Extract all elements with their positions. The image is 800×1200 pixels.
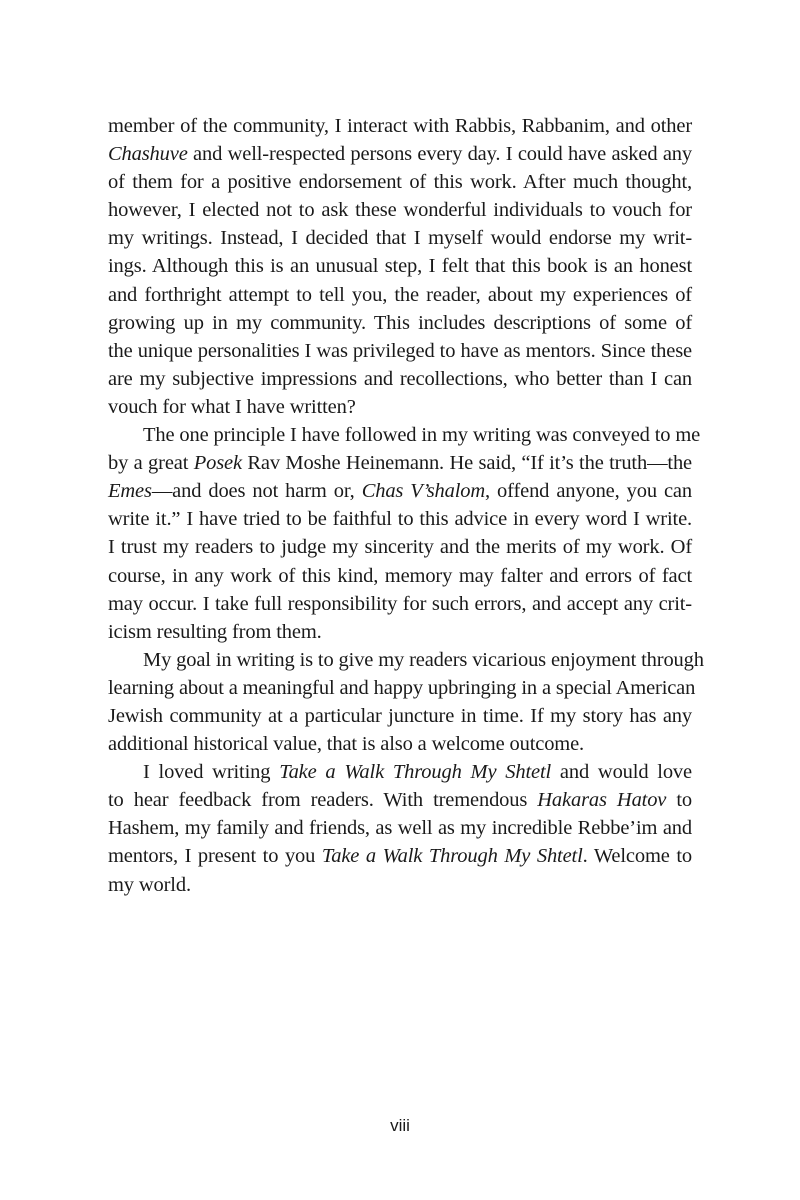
text-run: , offend anyone, you can	[485, 480, 692, 503]
text-run: however, I elected not to ask these wonderful individuals to vouch for	[108, 199, 692, 222]
text-run: ings. Although this is an unusual step, I felt that this book is an honest	[108, 255, 692, 278]
paragraph	[108, 758, 692, 898]
text-run: icism resulting from them.	[108, 620, 322, 643]
paragraph	[108, 421, 701, 646]
text-line	[108, 449, 692, 477]
italic-term: Take a Walk Through My Shtetl	[321, 845, 583, 868]
text-run: growing up in my community. This includes descriptions of some of	[108, 311, 692, 334]
text-run: may occur. I take full responsibility for such errors, and accept any crit-	[108, 592, 692, 615]
text-run: to hear feedback from readers. With tremendous	[108, 789, 538, 812]
text-line	[108, 196, 692, 224]
text-run: I loved writing	[143, 761, 280, 784]
text-run: by a great	[108, 452, 194, 475]
text-run: are my subjective impressions and recollections, who better than I can	[108, 367, 692, 390]
text-line	[108, 477, 692, 505]
text-run: course, in any work of this kind, memory may falter and errors of fact	[108, 564, 692, 587]
text-run: My goal in writing is to give my readers vicarious enjoyment through	[143, 648, 704, 671]
text-run: the unique personalities I was privileged to have as mentors. Since these	[108, 339, 692, 362]
text-run: my world.	[108, 873, 191, 896]
text-run: vouch for what I have written?	[108, 395, 356, 418]
text-run: additional historical value, that is also a welcome outcome.	[108, 733, 585, 756]
text-line	[108, 337, 692, 365]
page-number: viii	[390, 1116, 410, 1135]
paragraph	[108, 112, 692, 421]
text-run: mentors, I present to you	[108, 845, 322, 868]
italic-term: Hakaras Hatov	[537, 789, 667, 812]
text-line	[108, 590, 692, 618]
text-run: The one principle I have followed in my writing was conveyed to me	[143, 424, 701, 447]
text-run: Hashem, my family and friends, as well as my incredible Rebbe’im and	[108, 817, 692, 840]
text-run: Jewish community at a particular juncture in time. If my story has any	[108, 704, 692, 727]
text-run: to	[666, 789, 692, 812]
text-line	[108, 421, 701, 449]
text-line	[108, 871, 692, 899]
text-line	[108, 365, 692, 393]
text-line	[108, 646, 704, 674]
text-run: my writings. Instead, I decided that I myself would endorse my writ-	[108, 227, 692, 250]
text-line	[108, 505, 692, 533]
text-line	[108, 393, 692, 421]
text-run: and forthright attempt to tell you, the reader, about my experiences of	[108, 283, 692, 306]
text-run: of them for a positive endorsement of this work. After much thought,	[108, 171, 692, 194]
text-run: and would love	[551, 761, 692, 784]
text-line	[108, 618, 692, 646]
italic-term: Chas V’shalom	[361, 480, 486, 503]
italic-term: Take a Walk Through My Shtetl	[279, 761, 552, 784]
text-run: Rav Moshe Heinemann. He said, “If it’s the truth—the	[241, 452, 693, 475]
text-run: member of the community, I interact with Rabbis, Rabbanim, and other	[108, 115, 692, 137]
text-line	[108, 842, 692, 870]
italic-term: Emes	[108, 480, 152, 503]
text-line	[108, 758, 692, 786]
text-line	[108, 786, 692, 814]
italic-term: Chashuve	[108, 143, 188, 166]
text-run: learning about a meaningful and happy upbringing in a special American	[108, 676, 696, 699]
body-text	[108, 112, 704, 899]
text-run: . Welcome to	[582, 845, 692, 868]
text-line	[108, 533, 692, 561]
italic-term: Posek	[193, 452, 242, 475]
text-line	[108, 168, 692, 196]
text-run: I trust my readers to judge my sincerity and the merits of my work. Of	[108, 536, 692, 559]
text-line	[108, 309, 692, 337]
text-line	[108, 702, 692, 730]
text-line	[108, 674, 696, 702]
text-line	[108, 252, 692, 280]
paragraph	[108, 646, 704, 758]
text-line	[108, 730, 692, 758]
text-line	[108, 140, 692, 168]
text-run: write it.” I have tried to be faithful to this advice in every word I write.	[108, 508, 692, 531]
text-line	[108, 281, 692, 309]
text-line	[108, 224, 692, 252]
text-line	[108, 562, 692, 590]
text-run: and well-respected persons every day. I could have asked any	[187, 143, 692, 166]
text-line	[108, 112, 692, 140]
text-line	[108, 814, 692, 842]
text-run: —and does not harm or,	[151, 480, 362, 503]
